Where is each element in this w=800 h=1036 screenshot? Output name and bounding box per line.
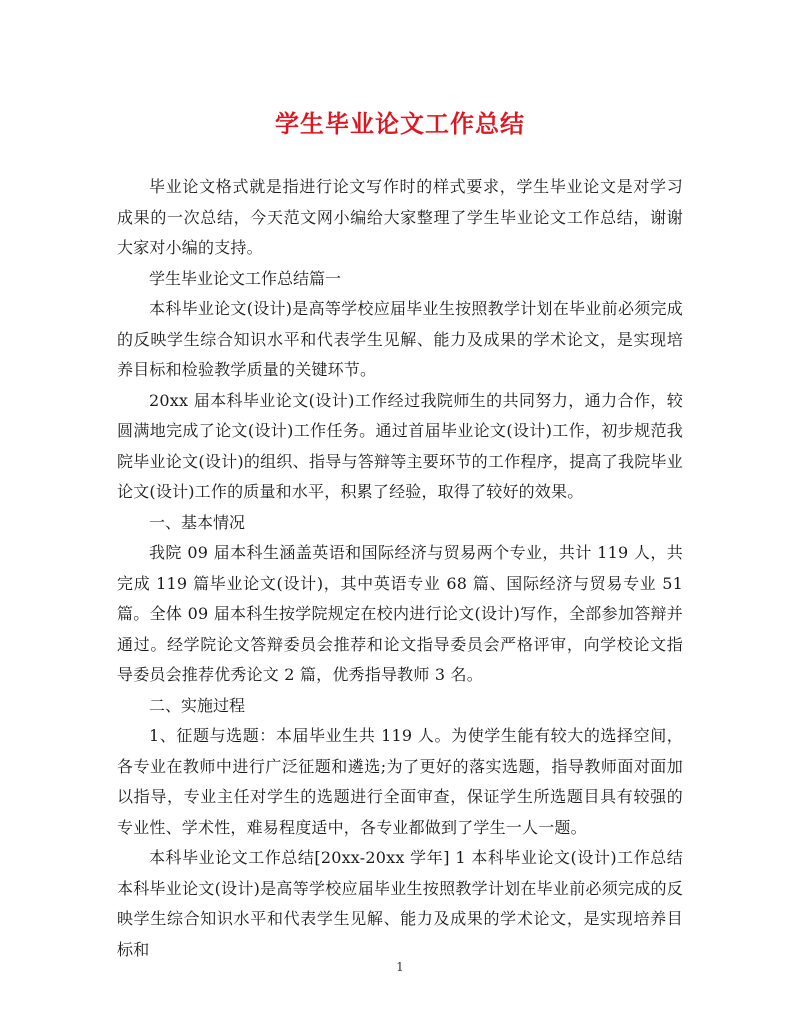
body-paragraph: 本科毕业论文(设计)是高等学校应届毕业生按照教学计划在毕业前必须完成的反映学生综合知识水平和代表学生见解、能力及成果的学术论文，是实现培养目标和检验教学质量的关键环节。 bbox=[117, 299, 683, 379]
section-heading-part-one: 学生毕业论文工作总结篇一 bbox=[149, 268, 342, 288]
page-number: 1 bbox=[396, 960, 404, 974]
body-paragraph: 本科毕业论文工作总结[20xx-20xx 学年] 1 本科毕业论文(设计)工作总结本科毕业论文(设计)是高等学校应届毕业生按照教学计划在毕业前必须完成的反映学生综合知识水平和代表学生见解、能力及成果的学术论文，是实现培养目标和 bbox=[117, 848, 683, 959]
body-paragraph: 1、征题与选题：本届毕业生共 119 人。为使学生能有较大的选择空间，各专业在教师中进行广泛征题和遴选;为了更好的落实选题，指导教师面对面加以指导，专业主任对学生的选题进行全面审查，保证学生所选题目具有较强的专业性、学术性，难易程度适中，各专业都做到了学生一人一题。 bbox=[117, 726, 683, 837]
body-paragraph: 我院 09 届本科生涵盖英语和国际经济与贸易两个专业，共计 119 人，共完成 119 篇毕业论文(设计)，其中英语专业 68 篇、国际经济与贸易专业 51 篇。全体 09 届本科生按学院规定在校内进行论文(设计)写作，全部参加答辩并通过。经学院论文答辩委员会推荐和论文指导委员会严格评审，向学校论文指导委员会推荐优秀论文 2 篇，优秀指导教师 3 名。 bbox=[117, 543, 683, 684]
body-paragraph: 20xx 届本科毕业论文(设计)工作经过我院师生的共同努力，通力合作，较圆满地完成了论文(设计)工作任务。通过首届毕业论文(设计)工作，初步规范我院毕业论文(设计)的组织、指导与答辩等主要环节的工作程序，提高了我院毕业论文(设计)工作的质量和水平，积累了经验，取得了较好的效果。 bbox=[117, 390, 683, 501]
section-heading-basic-info: 一、基本情况 bbox=[149, 512, 246, 532]
intro-paragraph: 毕业论文格式就是指进行论文写作时的样式要求，学生毕业论文是对学习成果的一次总结，今天范文网小编给大家整理了学生毕业论文工作总结，谢谢大家对小编的支持。 bbox=[117, 177, 683, 257]
section-heading-process: 二、实施过程 bbox=[149, 695, 246, 715]
document-title: 学生毕业论文工作总结 bbox=[275, 109, 525, 138]
document-body bbox=[117, 172, 683, 965]
